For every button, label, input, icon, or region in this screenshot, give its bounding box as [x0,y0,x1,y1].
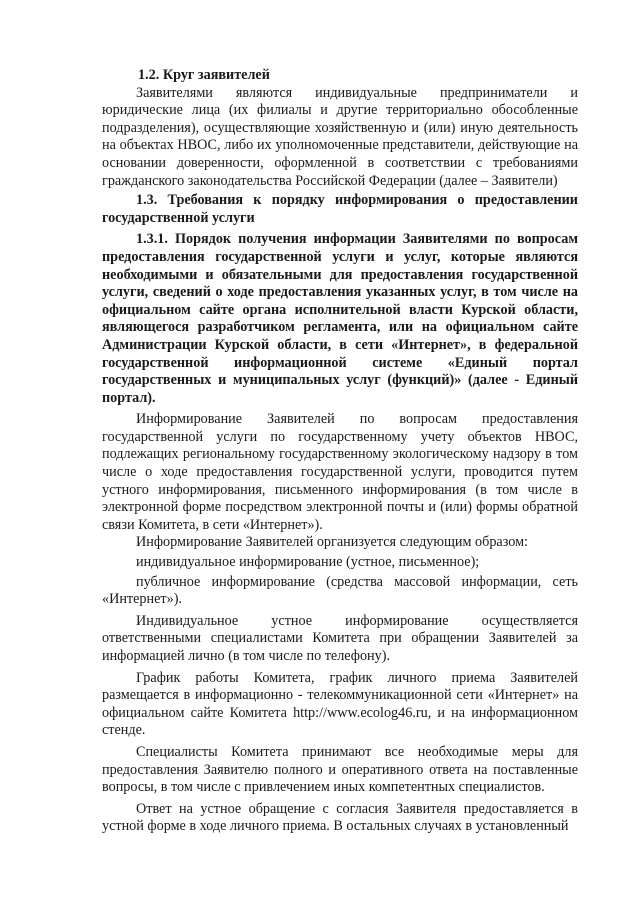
body-paragraph: Информирование Заявителей организуется следующим образом: [136,534,528,551]
body-paragraph: Информирование Заявителей по вопросам предоставления государственной услуги по государственному учету объектов НВОС, подлежащих региональному государственному экологическому надзору в том числе о ходе предоставления государственной услуги, проводится путем устного информирования, письменного информирования (в том числе в электронной форме посредством электронной почты и (или) формы обратной связи Комитета, в сети «Интернет»). [102,411,578,533]
body-paragraph: Специалисты Комитета принимают все необходимые меры для предоставления Заявителю полного и оперативного ответа на поставленные вопросы, в том числе с привлечением иных компетентных специалистов. [102,743,578,796]
applicants-paragraph: Заявителями являются индивидуальные предприниматели и юридические лица (их филиалы и другие территориально обособленные подразделения), осуществляющие хозяйственную и (или) иную деятельность на объектах НВОС, либо их уполномоченные представители, действующие на основании доверенности, оформленной в соответствии с требованиями гражданского законодательства Российской Федерации (далее – Заявители) [102,84,578,189]
section-heading-1-2: 1.2. Круг заявителей [138,67,270,83]
section-heading-1-3-1: 1.3.1. Порядок получения информации Заявителями по вопросам предоставления государственной услуги и услуг, которые являются необходимыми и обязательными для предоставления государственной услуги, сведений о ходе предоставления указанных услуг, в том числе на официальном сайте органа исполнительной власти Курской области, являющегося разработчиком регламента, или на официальном сайте Администрации Курской области, в сети «Интернет», в федеральной государственной информационной системе «Единый портал государственных и муниципальных услуг (функций)» (далее - Единый портал). [102,231,578,406]
body-paragraph: Индивидуальное устное информирование осуществляется ответственными специалистами Комитета при обращении Заявителей за информацией лично (в том числе по телефону). [102,612,578,664]
document-body [102,67,578,836]
list-item: индивидуальное информирование (устное, письменное); [136,554,480,571]
body-paragraph: Ответ на устное обращение с согласия Заявителя предоставляется в устной форме в ходе личного приема. В остальных случаях в установленный [102,800,578,835]
section-heading-1-3: 1.3. Требования к порядку информирования о предоставлении государственной услуги [102,192,578,226]
list-item: публичное информирование (средства массовой информации, сеть «Интернет»). [102,573,578,608]
body-paragraph: График работы Комитета, график личного приема Заявителей размещается в информационно - телекоммуникационной сети «Интернет» на официальном сайте Комитета http://www.ecolog46.ru, и на информационном стенде. [102,669,578,739]
